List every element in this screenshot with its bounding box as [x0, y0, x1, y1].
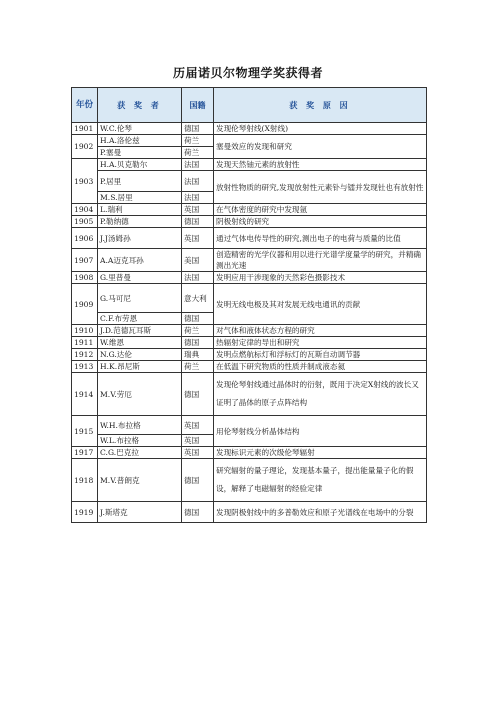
table-row [72, 337, 427, 349]
table-row [72, 135, 427, 147]
year-cell: 1918 [72, 459, 98, 502]
name-cell: A.A迈克耳孙 [98, 249, 182, 272]
country-cell: 意大利 [182, 284, 214, 313]
year-cell: 1910 [72, 325, 98, 337]
page-title: 历届诺贝尔物理学奖获得者 [172, 66, 323, 80]
country-cell: 德国 [182, 123, 214, 135]
name-cell: J.D.范德瓦耳斯 [98, 325, 182, 337]
header-reason: 获 奖 原 因 [214, 88, 427, 123]
reason-cell: 创造精密的光学仪器和用以进行光谱学度量学的研究，并精确测出光速 [214, 249, 427, 272]
name-cell: C.G.巴克拉 [98, 447, 182, 459]
name-cell: W.L.布拉格 [98, 435, 182, 447]
reason-cell: 发明应用干涉现象的天然彩色摄影技术 [214, 272, 427, 284]
country-cell: 法国 [182, 192, 214, 204]
table-row [72, 349, 427, 361]
header-country: 国籍 [182, 88, 214, 123]
header-year: 年份 [72, 88, 98, 123]
name-cell: J.斯塔克 [98, 502, 182, 523]
country-cell: 英国 [182, 228, 214, 249]
country-cell: 荷兰 [182, 135, 214, 147]
country-cell: 荷兰 [182, 325, 214, 337]
reason-cell: 发现伦琴射线通过晶体时的衍射，既用于决定X射线的波长又证明了晶体的原子点阵结构 [214, 373, 427, 416]
name-cell: H.A.洛伦兹 [98, 135, 182, 147]
year-cell: 1909 [72, 284, 98, 325]
name-cell: H.A.贝克勒尔 [98, 159, 182, 171]
reason-cell: 发现天然铀元素的放射性 [214, 159, 427, 171]
country-cell: 英国 [182, 447, 214, 459]
table-row [72, 249, 427, 272]
year-cell: 1902 [72, 135, 98, 159]
table-row [72, 416, 427, 435]
table-row [72, 123, 427, 135]
year-cell: 1907 [72, 249, 98, 272]
year-cell: 1917 [72, 447, 98, 459]
reason-cell: 在低温下研究物质的性质并制成液态氦 [214, 361, 427, 373]
name-cell: G.马可尼 [98, 284, 182, 313]
table-row [72, 502, 427, 523]
header-name: 获 奖 者 [98, 88, 182, 123]
country-cell: 德国 [182, 313, 214, 325]
name-cell: H.K.昂尼斯 [98, 361, 182, 373]
reason-cell: 发现阴极射线中的多普勒效应和原子光谱线在电场中的分裂 [214, 502, 427, 523]
country-cell: 德国 [182, 373, 214, 416]
year-cell: 1906 [72, 228, 98, 249]
reason-cell: 发现标识元素的次级伦琴辐射 [214, 447, 427, 459]
reason-cell: 塞曼效应的发现和研究 [214, 135, 427, 159]
name-cell: J.J汤姆孙 [98, 228, 182, 249]
reason-cell: 发现伦琴射线(X射线) [214, 123, 427, 135]
table-row [72, 272, 427, 284]
table-row [72, 284, 427, 313]
reason-cell: 研究辐射的量子理论，发现基本量子，提出能量量子化的假设，解释了电磁辐射的经验定律 [214, 459, 427, 502]
year-cell: 1915 [72, 416, 98, 447]
year-cell: 1905 [72, 216, 98, 228]
reason-cell: 在气体密度的研究中发现氩 [214, 204, 427, 216]
name-cell: W.维恩 [98, 337, 182, 349]
year-cell: 1912 [72, 349, 98, 361]
reason-cell: 阴极射线的研究 [214, 216, 427, 228]
country-cell: 英国 [182, 416, 214, 435]
table-row [72, 325, 427, 337]
name-cell: G.里普曼 [98, 272, 182, 284]
reason-cell: 放射性物质的研究,发现放射性元素钋与镭并发现钍也有放射性 [214, 171, 427, 204]
country-cell: 美国 [182, 249, 214, 272]
name-cell: P.勒纳德 [98, 216, 182, 228]
year-cell: 1903 [72, 159, 98, 204]
reason-cell: 发明点燃航标灯和浮标灯的瓦斯自动调节器 [214, 349, 427, 361]
country-cell: 法国 [182, 159, 214, 171]
country-cell: 英国 [182, 204, 214, 216]
country-cell: 英国 [182, 435, 214, 447]
name-cell: M.S.居里 [98, 192, 182, 204]
year-cell: 1913 [72, 361, 98, 373]
country-cell: 德国 [182, 216, 214, 228]
year-cell: 1914 [72, 373, 98, 416]
name-cell: P.居里 [98, 171, 182, 192]
name-cell: C.F.布劳恩 [98, 313, 182, 325]
year-cell: 1908 [72, 272, 98, 284]
table-row [72, 171, 427, 192]
table-row [72, 228, 427, 249]
country-cell: 荷兰 [182, 147, 214, 159]
country-cell: 荷兰 [182, 361, 214, 373]
year-cell: 1919 [72, 502, 98, 523]
year-cell: 1911 [72, 337, 98, 349]
reason-cell: 对气体和液体状态方程的研究 [214, 325, 427, 337]
table-row [72, 159, 427, 171]
name-cell: W.C.伦琴 [98, 123, 182, 135]
reason-cell: 热辐射定律的导出和研究 [214, 337, 427, 349]
year-cell: 1904 [72, 204, 98, 216]
country-cell: 德国 [182, 502, 214, 523]
country-cell: 法国 [182, 171, 214, 192]
table-header-row [72, 88, 427, 123]
table-row [72, 216, 427, 228]
name-cell: N.G.达伦 [98, 349, 182, 361]
laureate-table [71, 87, 427, 523]
table-row [72, 459, 427, 502]
country-cell: 法国 [182, 272, 214, 284]
name-cell: L.瑞利 [98, 204, 182, 216]
table-row [72, 447, 427, 459]
reason-cell: 用伦琴射线分析晶体结构 [214, 416, 427, 447]
country-cell: 德国 [182, 337, 214, 349]
reason-cell: 发明无线电极及其对发展无线电通讯的贡献 [214, 284, 427, 325]
country-cell: 德国 [182, 459, 214, 502]
table-row [72, 361, 427, 373]
name-cell: M.V.普朗克 [98, 459, 182, 502]
name-cell: M.V.劳厄 [98, 373, 182, 416]
name-cell: P.塞曼 [98, 147, 182, 159]
name-cell: W.H.布拉格 [98, 416, 182, 435]
year-cell: 1901 [72, 123, 98, 135]
table-row [72, 204, 427, 216]
table-row [72, 373, 427, 416]
reason-cell: 通过气体电传导性的研究,测出电子的电荷与质量的比值 [214, 228, 427, 249]
country-cell: 瑞典 [182, 349, 214, 361]
